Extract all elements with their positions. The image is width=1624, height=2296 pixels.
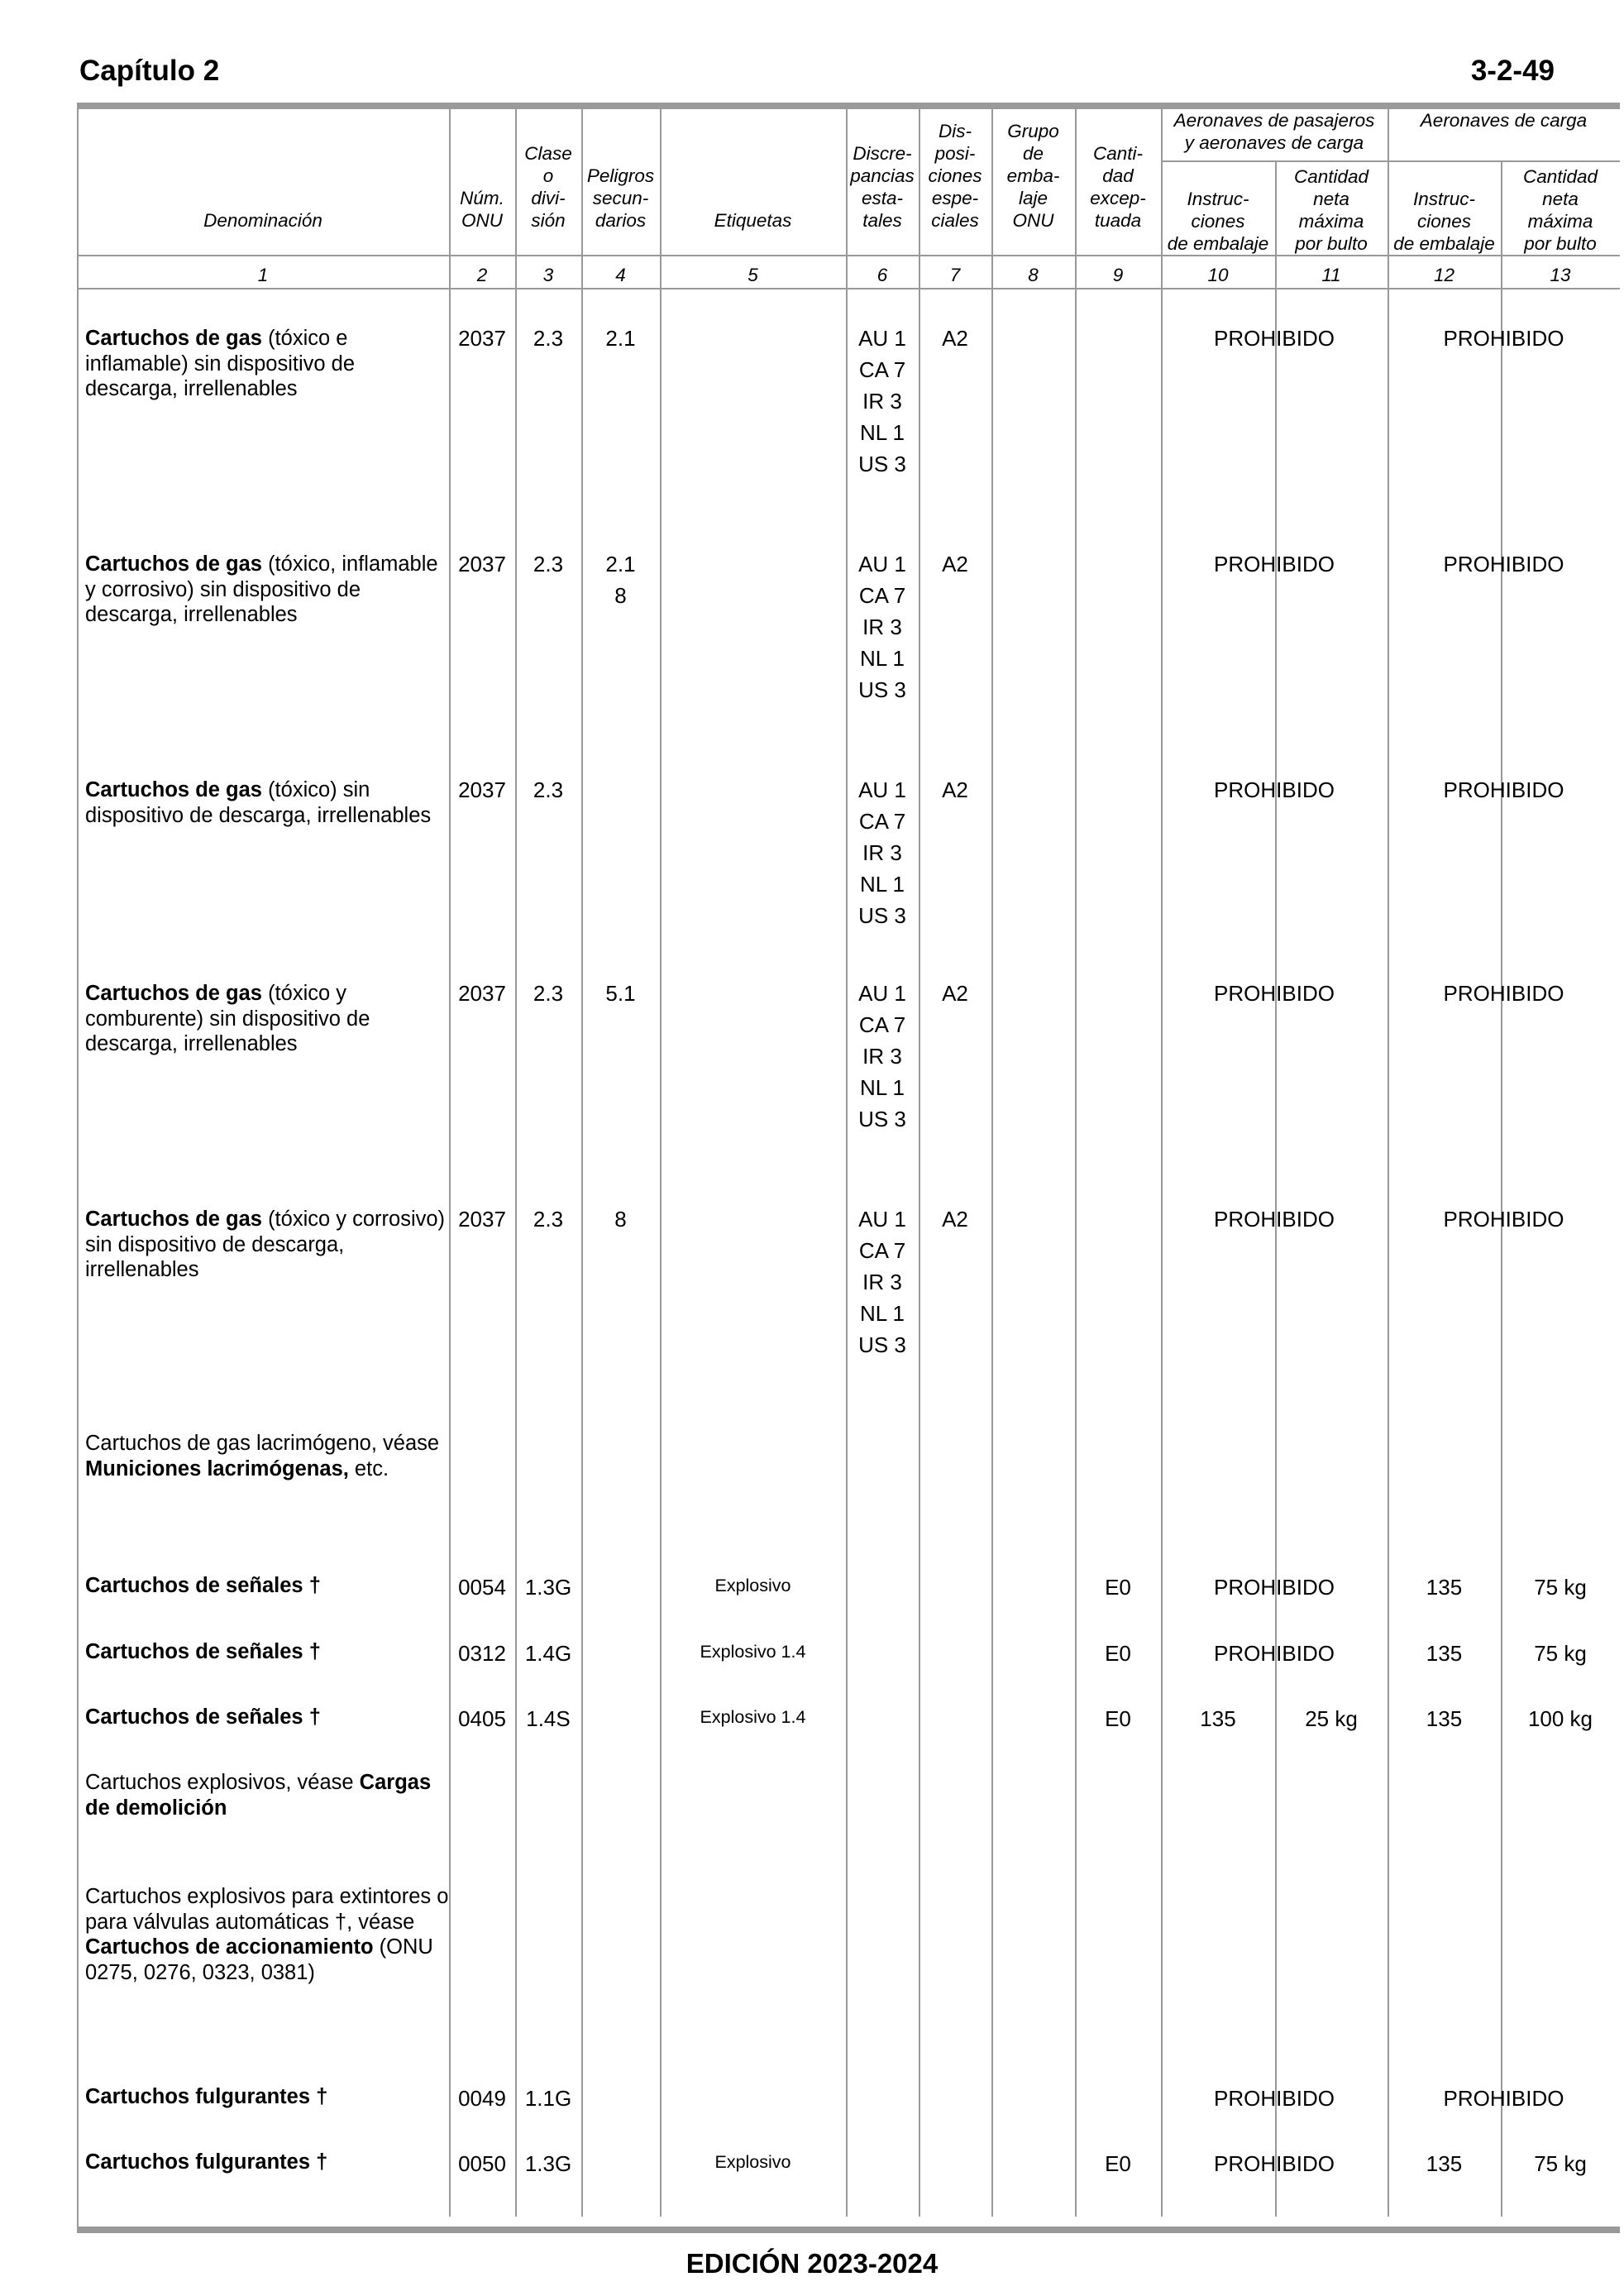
row-pax-prohibido: PROHIBIDO — [1214, 2086, 1335, 2111]
row-clase: 1.1G — [524, 2086, 572, 2111]
row-denominacion: Cartuchos explosivos para extintores o para válvulas automáticas †, véase Cartuchos de accionamiento (ONU 0275, 0276, 0323, 0381) — [85, 1885, 449, 1984]
row-pax-prohibido: PROHIBIDO — [1214, 777, 1335, 802]
row-disposiciones: A2 — [942, 1207, 968, 1232]
col-num: 8 — [1028, 265, 1039, 285]
col-divider — [449, 109, 451, 2217]
row-disposiciones: A2 — [942, 981, 968, 1006]
chapter-title: Capítulo 2 — [79, 55, 220, 87]
col-divider — [919, 109, 920, 2217]
row-peligros: 5.1 — [605, 981, 636, 1006]
row-etiquetas: Explosivo — [714, 2152, 791, 2172]
row-disposiciones: A2 — [942, 326, 968, 351]
col-num: 2 — [476, 265, 488, 285]
row-un: 2037 — [458, 552, 506, 576]
row-pax-prohibido: PROHIBIDO — [1214, 981, 1335, 1006]
col-num: 12 — [1433, 265, 1455, 285]
col-divider — [1388, 109, 1389, 2217]
header-peligros: Peligros secun- darios — [586, 165, 655, 231]
row-denominacion: Cartuchos explosivos, véase Cargas de demolición — [85, 1771, 432, 1820]
row-denominacion: Cartuchos de gas (tóxico) sin dispositivo de descarga, irrellenables — [85, 778, 432, 827]
row-denominacion: Cartuchos fulgurantes † — [85, 2150, 328, 2174]
row-un: 0050 — [458, 2151, 506, 2176]
col-divider — [515, 109, 517, 2217]
header-pax-instrucciones: Instruc- ciones de embalaje — [1167, 189, 1269, 254]
row-cargo-qty: 100 kg — [1527, 1706, 1593, 1731]
row-clase: 2.3 — [533, 326, 564, 351]
row-discrepancias: AU 1 CA 7 IR 3 NL 1 US 3 — [858, 326, 906, 476]
row-un: 2037 — [458, 981, 506, 1006]
row-disposiciones: A2 — [942, 777, 968, 802]
row-denominacion: Cartuchos de gas (tóxico e inflamable) sin dispositivo de descarga, irrellenables — [85, 327, 355, 400]
row-exceptuada: E0 — [1105, 2151, 1131, 2176]
row-discrepancias: AU 1 CA 7 IR 3 NL 1 US 3 — [858, 552, 906, 702]
row-cargo-instr: 135 — [1426, 1641, 1463, 1666]
header-cargo-cantidad: Cantidad neta máxima por bulto — [1522, 166, 1598, 254]
row-clase: 1.3G — [524, 2151, 572, 2176]
column-number-row — [77, 258, 1620, 286]
row-clase: 2.3 — [533, 777, 564, 802]
header-cantidad-exceptuada: Canti- dad excep- tuada — [1090, 143, 1146, 231]
row-cargo-qty: 75 kg — [1534, 1641, 1587, 1666]
row-pax-instr: 135 — [1200, 1706, 1236, 1731]
row-clase: 2.3 — [533, 552, 564, 576]
header-pax-cantidad: Cantidad neta máxima por bulto — [1293, 166, 1369, 254]
row-un: 2037 — [458, 326, 506, 351]
row-etiquetas: Explosivo — [714, 1576, 791, 1595]
row-exceptuada: E0 — [1105, 1575, 1131, 1600]
row-denominacion: Cartuchos de señales † — [85, 1705, 321, 1729]
header-etiquetas: Etiquetas — [714, 210, 792, 231]
row-cargo-prohibido: PROHIBIDO — [1443, 552, 1564, 576]
col-divider — [1501, 160, 1502, 2217]
header-grupo: Grupo de emba- laje ONU — [1006, 121, 1060, 231]
row-clase: 1.4G — [524, 1641, 572, 1666]
row-clase: 2.3 — [533, 981, 564, 1006]
row-pax-prohibido: PROHIBIDO — [1214, 326, 1335, 351]
page-number: 3-2-49 — [1470, 55, 1555, 87]
row-cargo-prohibido: PROHIBIDO — [1443, 981, 1564, 1006]
col-num: 3 — [542, 265, 554, 285]
row-cargo-instr: 135 — [1426, 1575, 1463, 1600]
row-disposiciones: A2 — [942, 552, 968, 576]
col-num: 6 — [876, 265, 888, 285]
row-denominacion: Cartuchos de señales † — [85, 1574, 321, 1597]
page-header — [79, 55, 1555, 99]
row-etiquetas: Explosivo 1.4 — [700, 1642, 806, 1662]
col-divider — [77, 109, 79, 2227]
col-divider — [1075, 109, 1077, 2217]
row-denominacion: Cartuchos de gas (tóxico y corrosivo) sin dispositivo de descarga, irrellenables — [85, 1208, 446, 1281]
column-number-line — [77, 288, 1620, 289]
col-num: 11 — [1321, 265, 1341, 285]
row-exceptuada: E0 — [1105, 1706, 1131, 1731]
col-divider — [1275, 160, 1277, 2217]
header-group-cargo: Aeronaves de carga — [1420, 110, 1588, 131]
header-disposiciones: Dis- posi- ciones espe- ciales — [928, 121, 982, 231]
row-denominacion: Cartuchos fulgurantes † — [85, 2085, 328, 2108]
col-divider — [991, 109, 993, 2217]
row-etiquetas: Explosivo 1.4 — [700, 1707, 806, 1727]
col-num: 5 — [748, 265, 758, 285]
col-divider — [660, 109, 662, 2217]
dangerous-goods-table — [77, 109, 1620, 2227]
col-num: 13 — [1550, 265, 1571, 285]
row-pax-prohibido: PROHIBIDO — [1214, 1207, 1335, 1232]
row-cargo-prohibido: PROHIBIDO — [1443, 1207, 1564, 1232]
row-cargo-qty: 75 kg — [1534, 2151, 1587, 2176]
col-num: 7 — [949, 265, 961, 285]
row-discrepancias: AU 1 CA 7 IR 3 NL 1 US 3 — [858, 981, 906, 1131]
top-rule — [77, 103, 1620, 109]
bottom-rule — [77, 2227, 1620, 2233]
row-clase: 2.3 — [533, 1207, 564, 1232]
col-num: 9 — [1112, 265, 1124, 285]
row-pax-qty: 25 kg — [1305, 1706, 1358, 1731]
row-cargo-instr: 135 — [1426, 1706, 1463, 1731]
row-un: 2037 — [458, 1207, 506, 1232]
row-clase: 1.4S — [526, 1706, 571, 1731]
header-denominacion: Denominación — [203, 210, 322, 231]
row-cargo-qty: 75 kg — [1534, 1575, 1587, 1600]
header-discrepancias: Discre- pancias esta- tales — [850, 143, 915, 231]
col-num: 10 — [1207, 265, 1229, 285]
row-cargo-prohibido: PROHIBIDO — [1443, 777, 1564, 802]
header-num-onu: Núm. ONU — [460, 188, 504, 231]
col-divider — [581, 109, 583, 2217]
row-denominacion: Cartuchos de gas (tóxico, inflamable y corrosivo) sin dispositivo de descarga, irrellenables — [85, 552, 438, 626]
row-pax-prohibido: PROHIBIDO — [1214, 1575, 1335, 1600]
row-clase: 1.3G — [524, 1575, 572, 1600]
row-exceptuada: E0 — [1105, 1641, 1131, 1666]
row-un: 2037 — [458, 777, 506, 802]
row-un: 0054 — [458, 1575, 506, 1600]
row-peligros: 2.1 8 — [605, 552, 636, 608]
row-un: 0312 — [458, 1641, 506, 1666]
row-discrepancias: AU 1 CA 7 IR 3 NL 1 US 3 — [858, 1207, 906, 1357]
row-un: 0405 — [458, 1706, 506, 1731]
row-pax-prohibido: PROHIBIDO — [1214, 2151, 1335, 2176]
col-num: 4 — [615, 265, 626, 285]
header-clase: Clase o divi- sión — [524, 143, 572, 231]
row-pax-prohibido: PROHIBIDO — [1214, 1641, 1335, 1666]
row-peligros: 2.1 — [605, 326, 636, 351]
row-cargo-prohibido: PROHIBIDO — [1443, 326, 1564, 351]
header-bottom-line — [77, 255, 1620, 256]
row-denominacion: Cartuchos de gas lacrimógeno, véase Municiones lacrimógenas, etc. — [85, 1432, 440, 1480]
header-cargo-instrucciones: Instruc- ciones de embalaje — [1393, 189, 1495, 254]
row-denominacion: Cartuchos de gas (tóxico y comburente) sin dispositivo de descarga, irrellenables — [85, 982, 370, 1055]
header-group-pax: Aeronaves de pasajeros y aeronaves de carga — [1173, 110, 1375, 153]
row-pax-prohibido: PROHIBIDO — [1214, 552, 1335, 576]
row-discrepancias: AU 1 CA 7 IR 3 NL 1 US 3 — [858, 777, 906, 928]
row-denominacion: Cartuchos de señales † — [85, 1640, 321, 1663]
row-cargo-prohibido: PROHIBIDO — [1443, 2086, 1564, 2111]
row-un: 0049 — [458, 2086, 506, 2111]
col-divider — [1161, 109, 1163, 2217]
row-peligros: 8 — [614, 1207, 627, 1232]
row-cargo-instr: 135 — [1426, 2151, 1463, 2176]
col-num: 1 — [257, 265, 269, 285]
footer-edition: EDICIÓN 2023-2024 — [685, 2248, 939, 2279]
